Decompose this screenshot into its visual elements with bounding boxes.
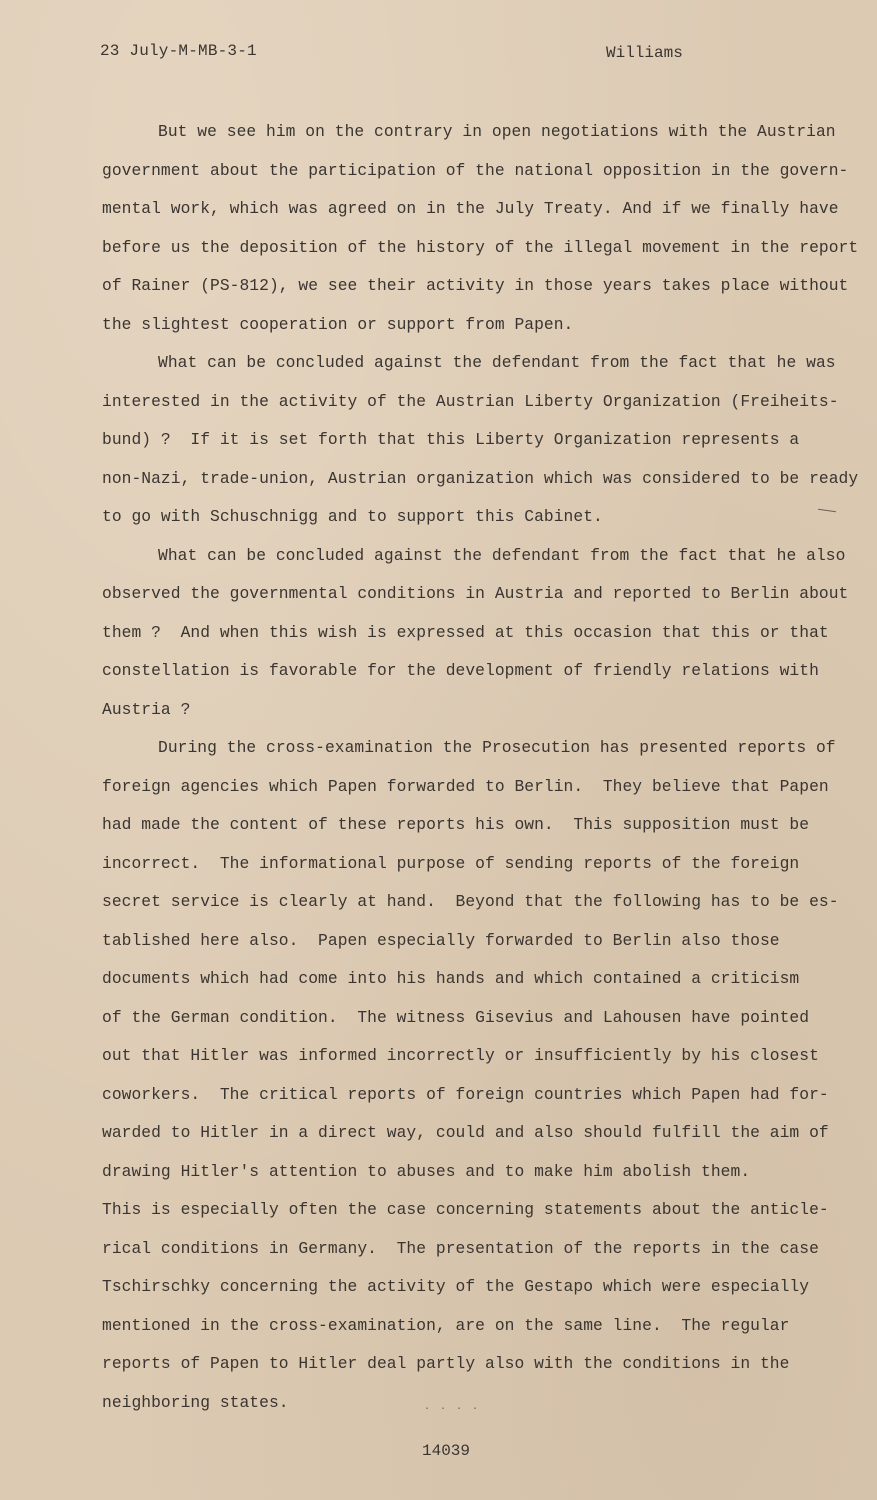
- stray-dots: · · · ·: [424, 1404, 481, 1415]
- text-line: tablished here also. Papen especially forwarded to Berlin also those: [102, 930, 780, 950]
- text-line: Austria ?: [102, 699, 191, 719]
- header-reference: 23 July-M-MB-3-1: [100, 42, 257, 60]
- text-line: of Rainer (PS-812), we see their activity in those years takes place without: [102, 276, 849, 295]
- text-line: to go with Schuschnigg and to support this Cabinet.: [102, 507, 603, 526]
- text-line: During the cross-examination the Prosecution has presented reports of: [158, 738, 836, 757]
- text-line: out that Hitler was informed incorrectly or insufficiently by his closest: [102, 1046, 819, 1065]
- text-line: interested in the activity of the Austrian Liberty Organization (Freiheits-: [102, 391, 839, 411]
- text-line: bund) ? If it is set forth that this Liberty Organization represents a: [102, 430, 800, 449]
- text-line: Tschirschky concerning the activity of the Gestapo which were especially: [102, 1277, 810, 1296]
- text-line: non-Nazi, trade-union, Austrian organization which was considered to be ready: [102, 468, 859, 488]
- body-text: [102, 113, 859, 1422]
- text-line: neighboring states.: [102, 1392, 289, 1412]
- text-line: documents which had come into his hands and which contained a criticism: [102, 969, 800, 988]
- text-line: This is especially often the case concerning statements about the anticle-: [102, 1200, 829, 1219]
- text-line: But we see him on the contrary in open negotiations with the Austrian: [158, 122, 836, 141]
- text-line: government about the participation of the national opposition in the govern-: [102, 160, 849, 180]
- text-line: drawing Hitler's attention to abuses and to make him abolish them.: [102, 1161, 751, 1181]
- text-line: had made the content of these reports his own. This supposition must be: [102, 815, 810, 834]
- text-line: them ? And when this wish is expressed at this occasion that this or that: [102, 622, 829, 642]
- text-line: before us the deposition of the history of the illegal movement in the report: [102, 237, 859, 257]
- text-line: foreign agencies which Papen forwarded to Berlin. They believe that Papen: [102, 776, 829, 796]
- header-author: Williams: [606, 44, 683, 62]
- text-line: incorrect. The informational purpose of sending reports of the foreign: [102, 853, 800, 873]
- text-line: of the German condition. The witness Gisevius and Lahousen have pointed: [102, 1007, 810, 1027]
- text-line: constellation is favorable for the development of friendly relations with: [102, 661, 819, 680]
- text-line: warded to Hitler in a direct way, could and also should fulfill the aim of: [102, 1123, 829, 1142]
- text-line: rical conditions in Germany. The presentation of the reports in the case: [102, 1238, 819, 1258]
- text-line: What can be concluded against the defendant from the fact that he also: [158, 545, 846, 565]
- text-line: mentioned in the cross-examination, are on the same line. The regular: [102, 1315, 790, 1335]
- text-line: observed the governmental conditions in Austria and reported to Berlin about: [102, 584, 849, 603]
- text-line: the slightest cooperation or support from Papen.: [102, 314, 574, 334]
- text-line: secret service is clearly at hand. Beyond that the following has to be es-: [102, 892, 839, 911]
- text-line: What can be concluded against the defendant from the fact that he was: [158, 353, 836, 372]
- text-line: mental work, which was agreed on in the July Treaty. And if we finally have: [102, 199, 839, 218]
- page-number: 14039: [422, 1442, 471, 1460]
- text-line: reports of Papen to Hitler deal partly also with the conditions in the: [102, 1354, 790, 1373]
- text-line: coworkers. The critical reports of foreign countries which Papen had for-: [102, 1084, 829, 1104]
